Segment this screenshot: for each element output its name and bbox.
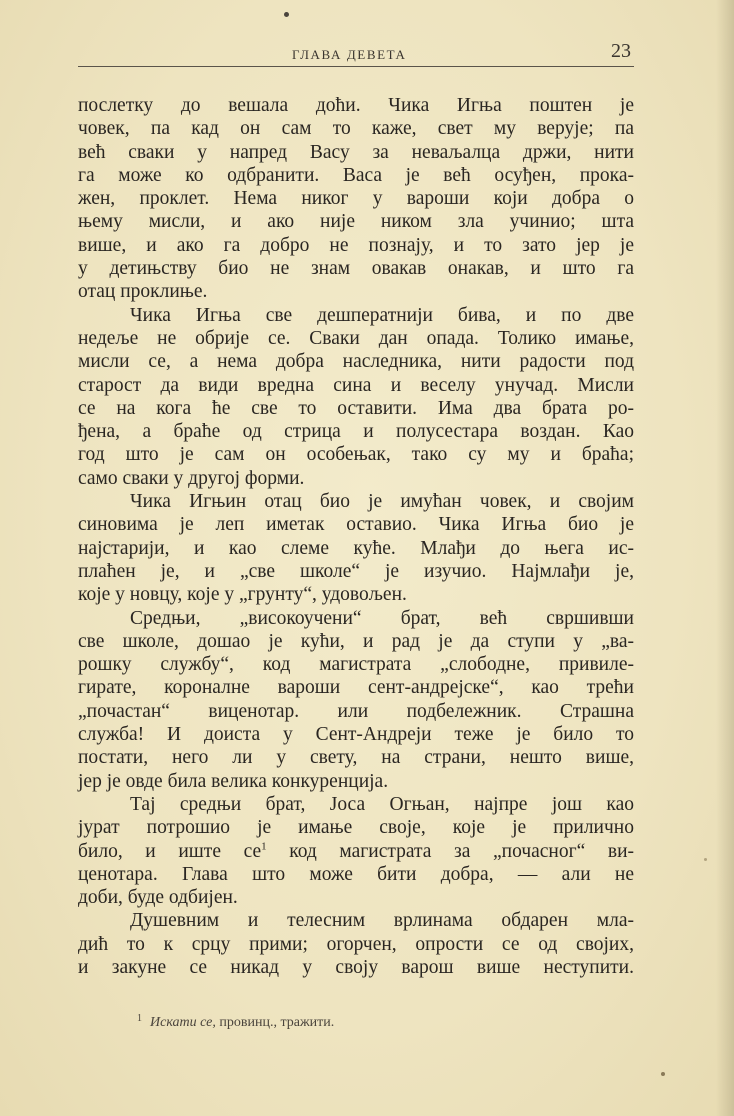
text-line: човек, па кад он сам то каже, свет му верује; па xyxy=(78,118,634,140)
text-line: и закуне се никад у своју варош више нeступити. xyxy=(78,956,634,978)
footnote-text: провинц., тражити. xyxy=(215,1015,335,1030)
text-line: синовима је леп иметак оставио. Чика Игња био је xyxy=(78,514,634,536)
text-line: јер је овде била велика конкуренција. xyxy=(78,770,389,792)
text-line: дић то к срцу прими; огорчен, опрости се од својих, xyxy=(78,933,634,955)
text-line: отац проклиње. xyxy=(78,281,208,303)
text-line: Душевним и телесним врлинама обдарен мла- xyxy=(130,910,634,932)
footnote-mark: 1 xyxy=(137,1013,142,1024)
text-line: Чика Игња све дешператнији бива, и по две xyxy=(130,304,634,326)
text-line: њему мисли, и ако није ником зла учинио; шта xyxy=(78,211,634,233)
body-text xyxy=(78,94,634,979)
text-line: доби, буде одбијен. xyxy=(78,887,238,909)
text-segment: било, и иште се xyxy=(78,840,262,862)
text-line: које у новцу, које у „грунту“, удовољен. xyxy=(78,584,407,606)
text-line: ценотара. Глава што може бити добра, — али не xyxy=(78,863,634,885)
text-line: Средњи, „високоучени“ брат, већ свршивши xyxy=(130,607,634,629)
text-line: све школе, дошао је кући, и рад је да ступи у „ва- xyxy=(78,630,634,652)
page-number: 23 xyxy=(611,40,631,62)
text-line: већ сваки у напред Васу за неваљалца држи, нити xyxy=(78,141,634,163)
text-line: служба! И доиста у Сент-Андреји теже је било то xyxy=(78,724,634,746)
text-segment: код магистрата за „почасног“ ви- xyxy=(266,840,635,862)
text-line: жен, проклет. Нема никог у вароши који добра о xyxy=(78,188,634,210)
paper-speck xyxy=(704,858,707,861)
text-line: год што је сам он особењак, тако су му и браћа; xyxy=(78,444,634,466)
text-line: мисли се, а нема добра наследника, нити радости под xyxy=(78,351,634,373)
text-line: гирате, короналне вароши сент-андрејске“, као трећи xyxy=(78,677,634,699)
text-line: старост да види вредна сина и веселу унучад. Мисли xyxy=(78,374,634,396)
text-line: послетку до вешала доћи. Чика Игња поштен је xyxy=(78,95,634,116)
running-title: ГЛАВА ДЕВЕТА xyxy=(292,47,407,62)
header-rule xyxy=(78,66,634,67)
footnote xyxy=(137,1013,334,1031)
footnote-reference: 1 xyxy=(261,840,267,852)
text-line: само сваки у другој форми. xyxy=(78,467,305,489)
text-line: се на кога ће све то оставити. Има два брата ро- xyxy=(78,397,634,419)
text-line: најстарији, и као слеме куће. Млађи до њега ис- xyxy=(78,537,634,559)
footnote-term: Искати се, xyxy=(150,1015,216,1030)
text-line: у детињству био не знам овакав онакав, и што га xyxy=(78,258,634,280)
text-line: јурат потрошио је имање своје, које је прилично xyxy=(78,817,634,839)
page-header xyxy=(78,38,634,68)
text-line: Тај средњи брат, Јоса Огњан, најпре још као xyxy=(130,793,634,815)
print-dot xyxy=(284,12,289,17)
text-line: га може ко одбранити. Васа је већ осуђен, прока- xyxy=(78,164,634,186)
text-line-with-footnote xyxy=(78,840,634,863)
text-line: Чика Игњин отац био је имућан човек, и својим xyxy=(130,491,634,513)
text-line: плаћен је, и „све школе“ је изучио. Најмлађи је, xyxy=(78,560,634,582)
text-line: постати, него ли у свету, на страни, нешто више, xyxy=(78,747,634,769)
text-line: рошку службу“, код магистрата „слободне, привиле- xyxy=(78,654,634,676)
text-line: „почастан“ виценотар. или подбележник. Страшна xyxy=(78,700,634,722)
text-line: више, и ако га добро не познају, и то зато јер је xyxy=(78,234,634,256)
page-edge-shadow xyxy=(716,0,734,1116)
paper-speck xyxy=(661,1072,665,1076)
text-line: ђена, а браће од стрица и полусестара воздан. Као xyxy=(78,421,634,443)
text-line: недеље не обрије се. Сваки дан опада. Толико имање, xyxy=(78,327,634,349)
